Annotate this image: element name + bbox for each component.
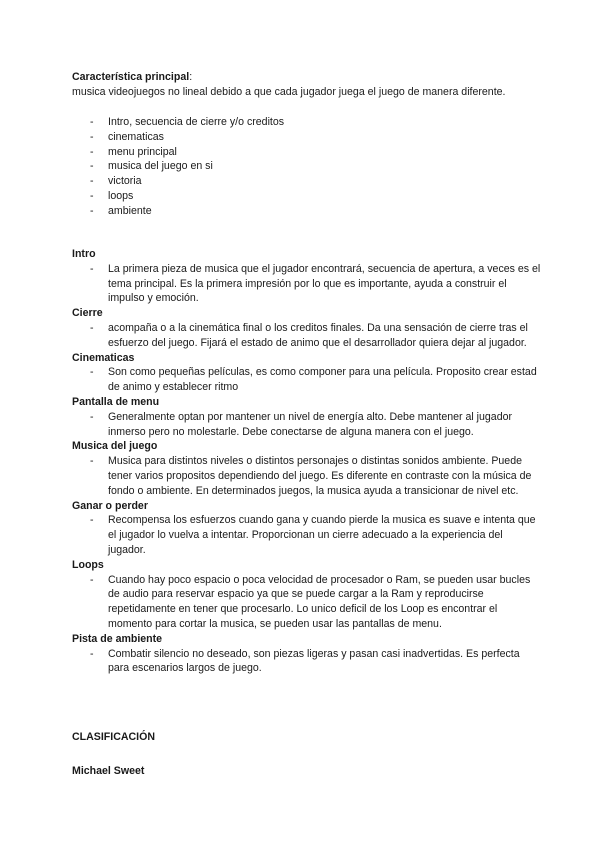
section-text: Combatir silencio no deseado, son piezas ligeras y pasan casi inadvertidas. Es perfecta para escenarios largos de juego.: [108, 647, 520, 675]
bullet-dash: -: [90, 145, 94, 158]
list-item-text: cinematicas: [108, 130, 164, 143]
bullet-dash: -: [90, 455, 94, 468]
section-ganar-perder: [72, 499, 542, 558]
section-pantalla-menu: [72, 395, 542, 439]
bullet-dash: -: [90, 175, 94, 188]
list-item-text: ambiente: [108, 204, 152, 217]
section-text: Son como pequeñas películas, es como componer para una película. Proposito crear estad de animo y establecer ritmo: [108, 366, 537, 394]
section-bullet: [72, 365, 542, 395]
section-bullet: [72, 647, 542, 677]
bullet-dash: -: [90, 204, 94, 217]
bullet-dash: -: [90, 573, 94, 586]
section-text: Cuando hay poco espacio o poca velocidad de procesador o Ram, se pueden usar bucles de audio para reservar espacio ya que se puede cargar a la Ram y reproducirse repetidamente en tener que procesarlo. Lo unico deficil de los Loop es encontrar el momento para cortar la musica, se pueden usar las pantallas de menu.: [108, 573, 531, 630]
section-text: La primera pieza de musica que el jugador encontrará, secuencia de apertura, a veces es el tema principal. Es la primera impresión por lo que es importante, ayuda a construir el impulso y emoción.: [108, 262, 541, 305]
section-bullet: [72, 410, 542, 440]
label-colon: :: [189, 71, 193, 83]
section-musica-juego: [72, 439, 542, 498]
list-item: [72, 145, 542, 160]
list-item: [72, 174, 542, 189]
list-item: [72, 115, 542, 130]
elements-section: [72, 115, 542, 219]
bullet-dash: -: [90, 410, 94, 423]
section-text: Recompensa los esfuerzos cuando gana y cuando pierde la musica es suave e intenta que el jugador lo vuelva a intentar. Proporcionan un cierre adecuado a la experiencia del jugador.: [108, 514, 536, 556]
section-bullet: [72, 573, 542, 632]
bullet-dash: -: [90, 189, 94, 202]
section-title: Intro: [72, 248, 96, 260]
section-text: Musica para distintos niveles o distintos personajes o distintas sonidos ambiente. Puede tener varios propositos dependiendo del juego. Es diferente en contraste con la música de fondo o ambiente. En determinados juegos, la musica ayuda a transicionar de nivel etc.: [108, 455, 532, 497]
list-item: [72, 189, 542, 204]
list-item-text: musica del juego en si: [108, 160, 213, 173]
section-title: Pantalla de menu: [72, 395, 160, 408]
bullet-dash: -: [90, 130, 94, 143]
section-text: Generalmente optan por mantener un nivel de energía alto. Debe mantener al jugador inmerso pero no molestarle. Debe conectarse de alguna manera con el juego.: [108, 410, 513, 438]
classification-heading: CLASIFICACIÓN: [72, 731, 155, 743]
section-bullet: [72, 454, 542, 498]
bullet-dash: -: [90, 116, 94, 128]
section-cierre: [72, 306, 542, 350]
bullet-dash: -: [90, 647, 94, 660]
list-item-text: victoria: [108, 175, 142, 188]
section-loops: [72, 558, 542, 632]
main-characteristic: [72, 70, 542, 100]
bullet-dash: -: [90, 262, 94, 275]
list-item-text: Intro, secuencia de cierre y/o creditos: [108, 116, 285, 128]
section-bullet: [72, 513, 542, 557]
main-characteristic-label: Característica principal: [72, 71, 190, 83]
section-title: Musica del juego: [72, 440, 158, 453]
bullet-dash: -: [90, 160, 94, 173]
list-item-text: loops: [108, 189, 134, 202]
list-item-text: menu principal: [108, 145, 177, 158]
section-pista-ambiente: [72, 632, 542, 676]
section-title: Cinematicas: [72, 351, 135, 364]
section-title: Pista de ambiente: [72, 632, 163, 645]
section-text: acompaña o a la cinemática final o los creditos finales. Da una sensación de cierre tras el esfuerzo del juego. Fijará el estado de animo que el desarrollador quiera dejar al jugador.: [108, 321, 528, 349]
section-intro: [72, 247, 542, 306]
section-title: Ganar o perder: [72, 499, 148, 512]
list-item: [72, 159, 542, 174]
bullet-dash: -: [90, 366, 94, 379]
main-characteristic-text: musica videojuegos no lineal debido a que cada jugador juega el juego de manera diferente.: [72, 85, 506, 98]
author-name: Michael Sweet: [72, 765, 145, 777]
list-item: [72, 204, 542, 219]
section-cinematicas: [72, 351, 542, 395]
list-item: [72, 130, 542, 145]
section-title: Loops: [72, 558, 104, 571]
section-title: Cierre: [72, 307, 103, 320]
section-bullet: [72, 262, 542, 306]
main-characteristic-label-line: [72, 70, 542, 85]
sections: [72, 247, 542, 676]
bullet-dash: -: [90, 321, 94, 334]
bullet-dash: -: [90, 514, 94, 527]
section-bullet: [72, 321, 542, 351]
